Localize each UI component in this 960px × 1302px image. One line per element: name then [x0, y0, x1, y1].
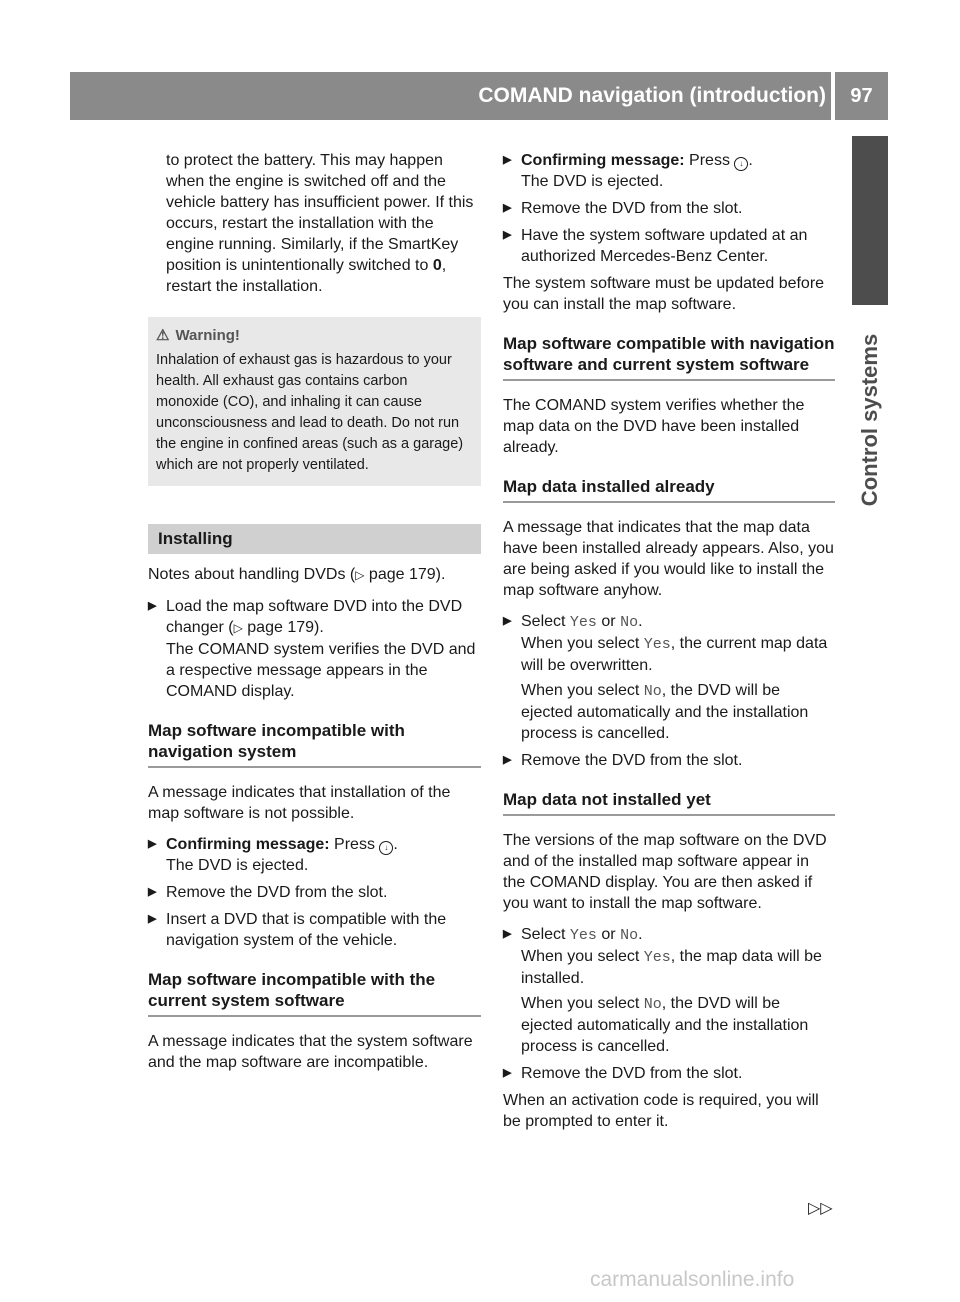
heading-compatible: Map software compatible with navigation software and current system software	[503, 333, 835, 381]
right-column	[503, 150, 835, 1132]
page-number: 97	[850, 85, 873, 107]
step-remove-right-3: ▶ Remove the DVD from the slot.	[503, 1065, 743, 1082]
side-tab-marker	[852, 136, 888, 305]
step-arrow-icon: ▶	[503, 754, 512, 766]
heading-nav-incompatible: Map software incompatible with navigation system	[148, 720, 481, 768]
not-installed-text: The versions of the map software on the DVD and of the installed map software appear in the COMAND display. You are then asked if you want to install the map software.	[503, 832, 827, 912]
step-arrow-icon: ▶	[503, 928, 512, 940]
step-load-dvd: ▶ Load the map software DVD into the DVD changer (▷ page 179). The COMAND system verifies the DVD and a respective message appears in the COMAND display.	[148, 598, 476, 700]
nav-incompatible-text: A message indicates that installation of the map software is not possible.	[148, 784, 451, 822]
installed-text: A message that indicates that the map data have been installed already appears. Also, you are being asked if you would like to install the map software anyhow.	[503, 519, 834, 599]
step-arrow-icon: ▶	[148, 838, 157, 850]
left-column	[148, 150, 481, 1083]
step-insert-dvd: ▶ Insert a DVD that is compatible with the navigation system of the vehicle.	[148, 911, 447, 949]
continue-arrows-icon: ▷▷	[808, 1200, 833, 1217]
controller-knob-icon: ↓	[379, 841, 393, 855]
step-arrow-icon: ▶	[503, 154, 512, 166]
step-remove-right-2: ▶ Remove the DVD from the slot.	[503, 752, 743, 769]
step-arrow-icon: ▶	[503, 229, 512, 241]
warning-title: ⚠ Warning!	[156, 327, 240, 344]
step-arrow-icon: ▶	[148, 886, 157, 898]
step-have-updated: ▶ Have the system software updated at an authorized Mercedes-Benz Center.	[503, 227, 808, 265]
step-select-installed: ▶ Select Yes or No. When you select Yes, the current map data will be overwritten. When you select No, the DVD will be ejected automatically and the installation process is cancelled.	[503, 613, 828, 742]
intro-paragraph: to protect the battery. This may happen when the engine is switched off and the vehicle battery has insufficient power. If this occurs, restart the installation with the engine running. Similarly, if the SmartKey position is unintentionally switched to 0, restart the installation.	[166, 152, 474, 295]
step-arrow-icon: ▶	[148, 600, 157, 612]
heading-sys-incompatible: Map software incompatible with the current system software	[148, 969, 481, 1017]
step-arrow-icon: ▶	[503, 615, 512, 627]
compatible-text: The COMAND system verifies whether the map data on the DVD have been installed already.	[503, 397, 805, 456]
step-select-not-installed: ▶ Select Yes or No. When you select Yes, the map data will be installed. When you select No, the DVD will be ejected automatically and the installation process is cancelled.	[503, 926, 822, 1055]
activation-text: When an activation code is required, you will be prompted to enter it.	[503, 1092, 819, 1130]
sys-incompatible-text: A message indicates that the system software and the map software are incompatible.	[148, 1033, 473, 1071]
watermark: carmanualsonline.info	[590, 1268, 795, 1291]
side-tab-label: Control systems	[857, 333, 882, 507]
page-title: COMAND navigation (introduction)	[478, 84, 826, 107]
warning-box	[148, 317, 481, 486]
warning-icon: ⚠	[156, 327, 170, 344]
step-remove-right: ▶ Remove the DVD from the slot.	[503, 200, 743, 217]
heading-not-installed: Map data not installed yet	[503, 789, 835, 816]
controller-knob-icon: ↓	[734, 157, 748, 171]
heading-installed: Map data installed already	[503, 476, 835, 503]
update-note: The system software must be updated before you can install the map software.	[503, 275, 825, 313]
step-arrow-icon: ▶	[503, 1067, 512, 1079]
step-confirm-left: ▶ Confirming message: Press ↓ . The DVD is ejected.	[148, 836, 398, 874]
step-confirm-right: ▶ Confirming message: Press ↓ . The DVD is ejected.	[503, 152, 753, 190]
step-arrow-icon: ▶	[503, 202, 512, 214]
notes-paragraph: Notes about handling DVDs (▷ page 179).	[148, 566, 446, 583]
step-arrow-icon: ▶	[148, 913, 157, 925]
warning-text: Inhalation of exhaust gas is hazardous to your health. All exhaust gas contains carbon monoxide (CO), and inhaling it can cause unconsciousness and lead to death. Do not run the engine in confined areas (such as a garage) which are not properly ventilated.	[156, 352, 464, 473]
step-remove-left: ▶ Remove the DVD from the slot.	[148, 884, 388, 901]
installing-heading: Installing	[148, 524, 481, 554]
